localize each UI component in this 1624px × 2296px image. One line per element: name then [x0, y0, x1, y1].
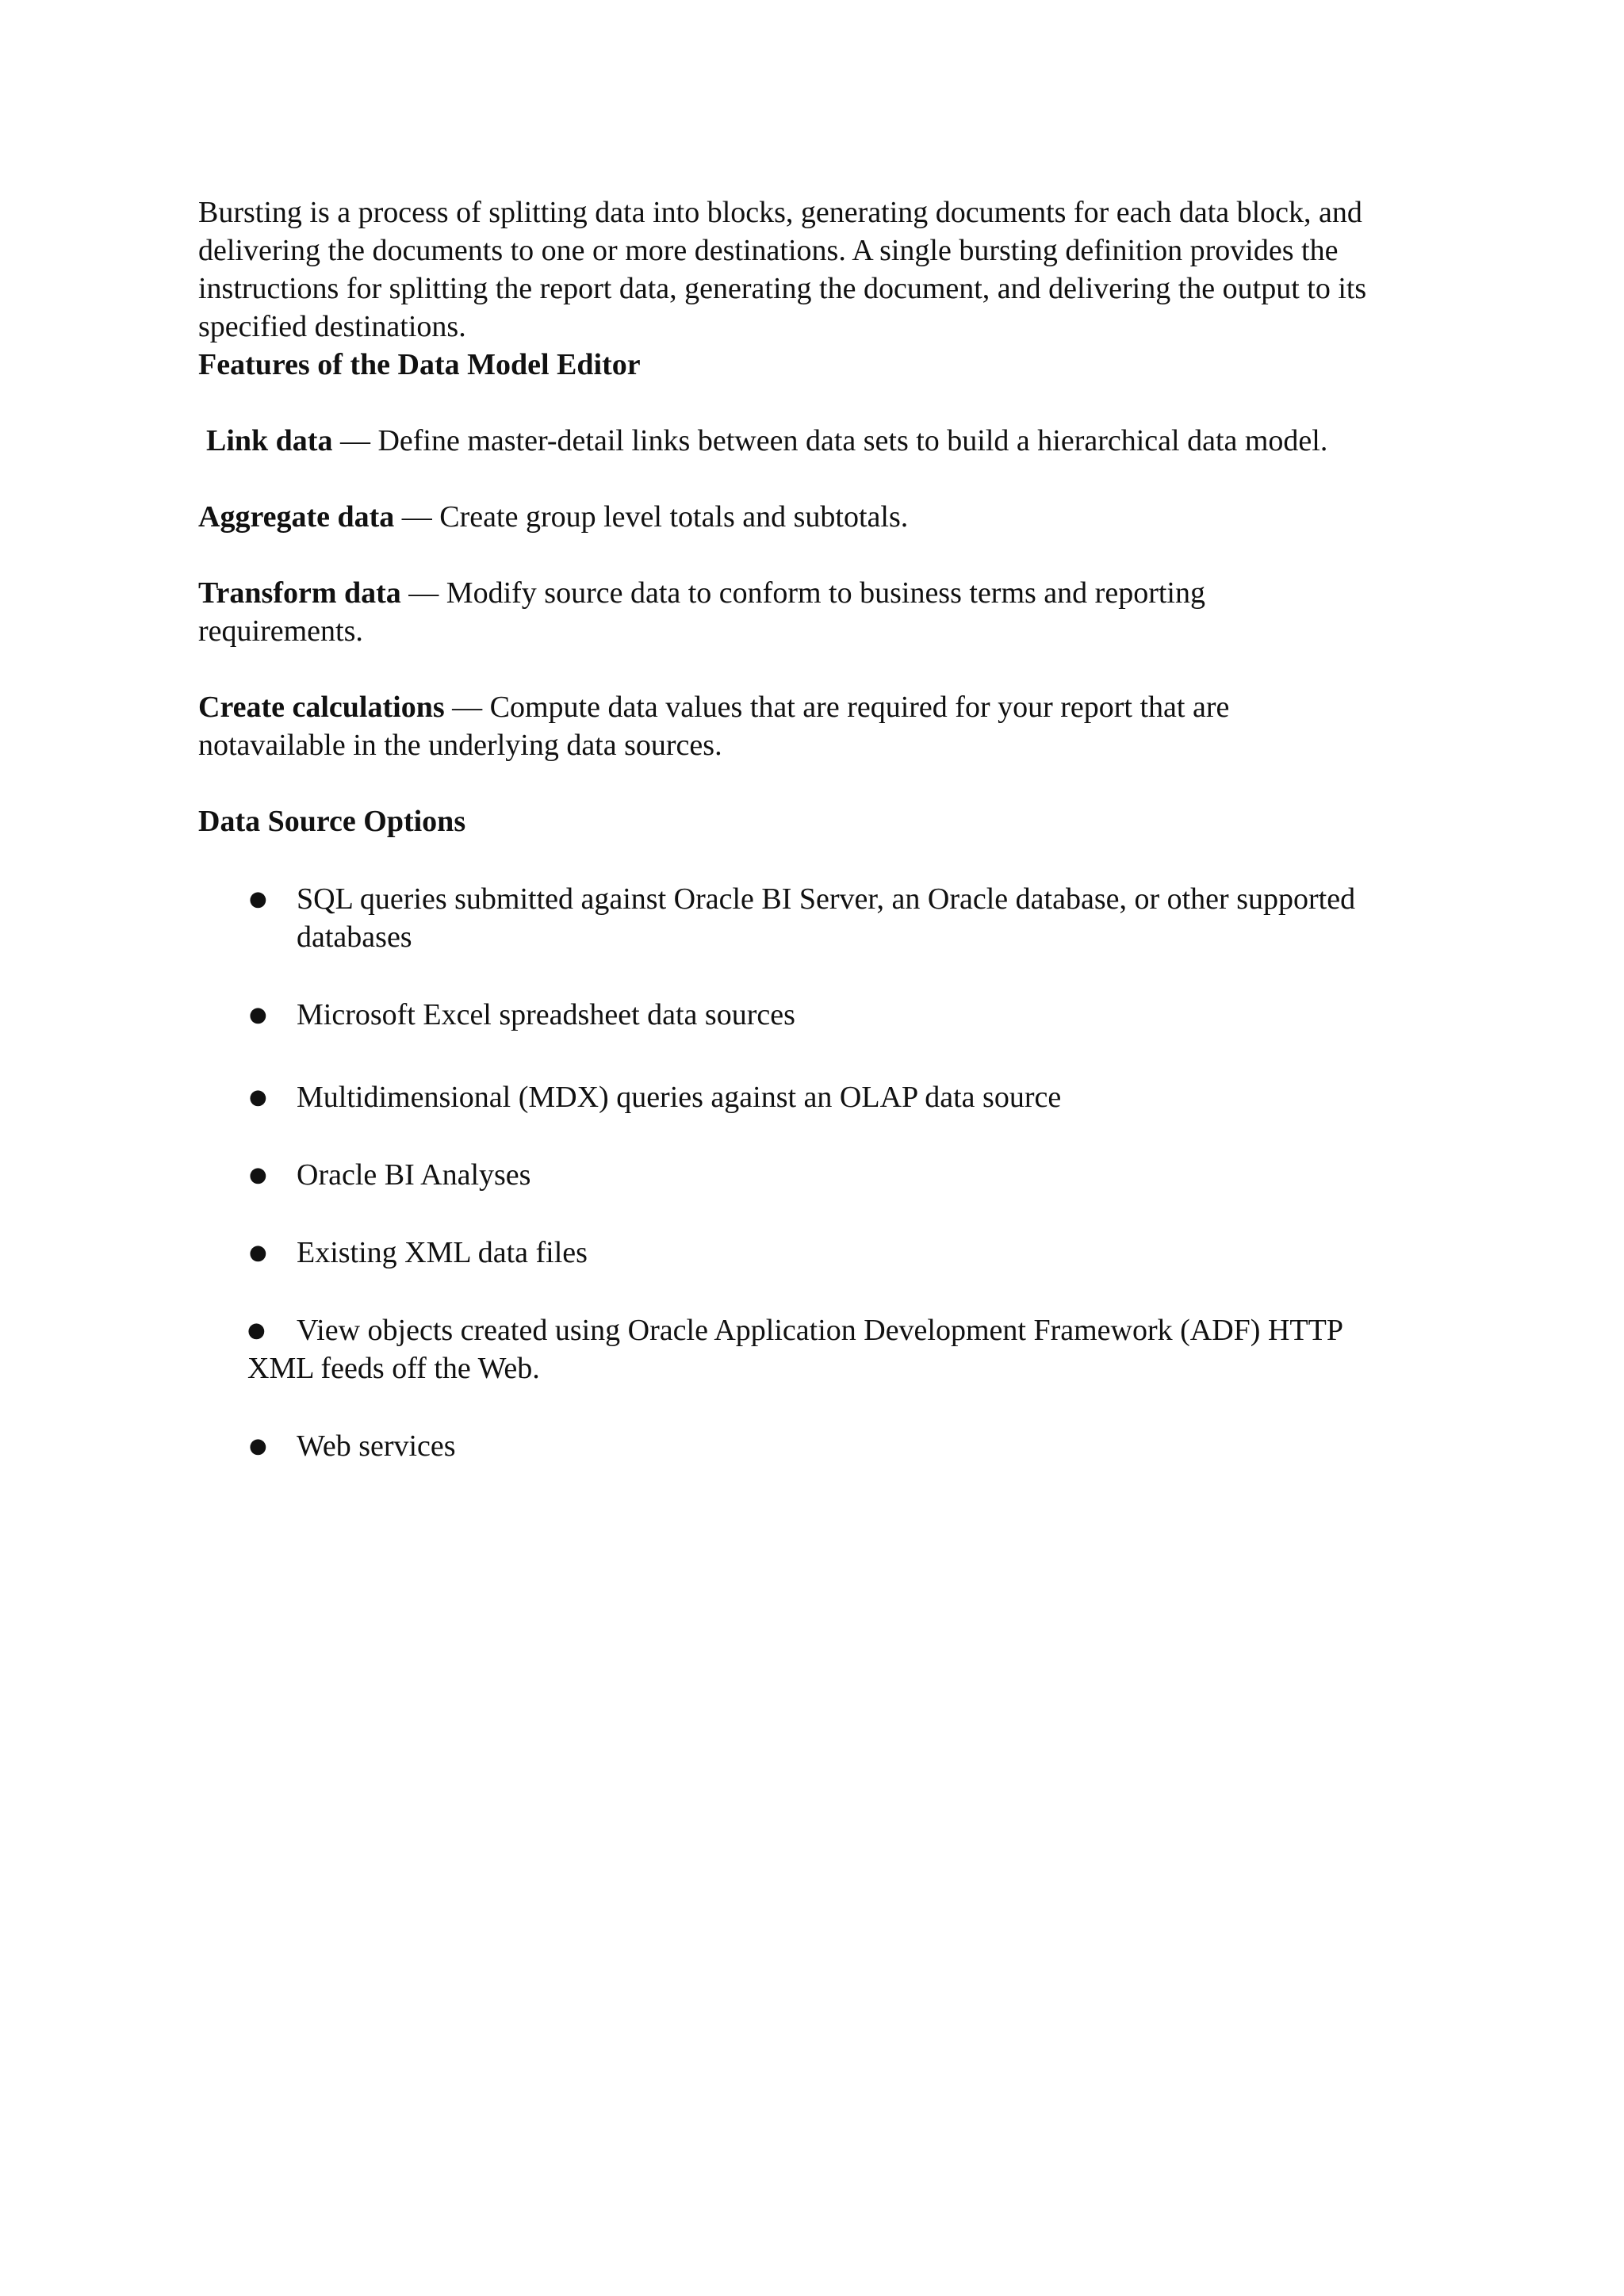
document-page: [198, 193, 1388, 1465]
feature-description: — Compute data values that are required for your report that are notavailable in the underlying data sources.: [198, 691, 1230, 762]
list-item: [198, 880, 1372, 956]
feature-description: — Create group level totals and subtotals.: [394, 500, 909, 534]
list-item-text: Oracle BI Analyses: [297, 1158, 531, 1192]
bullet-icon: ●: [247, 1318, 266, 1342]
bullet-icon: ●: [249, 1085, 267, 1109]
feature-term: Aggregate data: [198, 500, 395, 534]
bullet-icon: ●: [249, 1163, 267, 1187]
list-item: [198, 996, 1372, 1034]
bullet-icon: ●: [249, 1434, 267, 1458]
list-item: [198, 1427, 1372, 1465]
feature-link-data: [198, 422, 1380, 460]
bullet-icon: ●: [249, 1241, 267, 1265]
list-item-text: Multidimensional (MDX) queries against an OLAP data source: [297, 1081, 1062, 1114]
feature-create-calculations: [198, 688, 1372, 764]
list-item: [198, 1078, 1372, 1116]
list-item-text: SQL queries submitted against Oracle BI Server, an Oracle database, or other supported databases: [297, 882, 1356, 954]
list-item-text: View objects created using Oracle Application Development Framework (ADF) HTTP XML feeds off the Web.: [247, 1314, 1342, 1385]
feature-transform-data: [198, 574, 1372, 650]
list-item: [198, 1311, 1372, 1387]
list-item: [198, 1156, 1372, 1194]
bullet-icon: ●: [249, 1003, 267, 1027]
intro-paragraph: Bursting is a process of splitting data into blocks, generating documents for each data block, and delivering the documents to one or more destinations. A single bursting definition provides the instructions for splitting the report data, generating the document, and delivering the output to its specified destinations.: [198, 196, 1367, 343]
feature-term: Link data: [206, 424, 333, 457]
feature-term: Create calculations: [198, 691, 445, 724]
data-source-list: [198, 880, 1388, 1465]
bullet-icon: ●: [249, 887, 267, 911]
list-item-text: Web services: [297, 1429, 456, 1463]
feature-description: — Define master-detail links between data sets to build a hierarchical data model.: [332, 424, 1328, 457]
sources-heading: Data Source Options: [198, 805, 466, 838]
feature-term: Transform data: [198, 576, 401, 610]
list-item: [198, 1234, 1372, 1272]
feature-description: — Modify source data to conform to business terms and reporting requirements.: [198, 576, 1205, 648]
list-item-text: Microsoft Excel spreadsheet data sources: [297, 998, 795, 1031]
feature-aggregate-data: [198, 498, 1372, 536]
list-item-text: Existing XML data files: [297, 1236, 588, 1269]
features-heading: Features of the Data Model Editor: [198, 348, 641, 381]
